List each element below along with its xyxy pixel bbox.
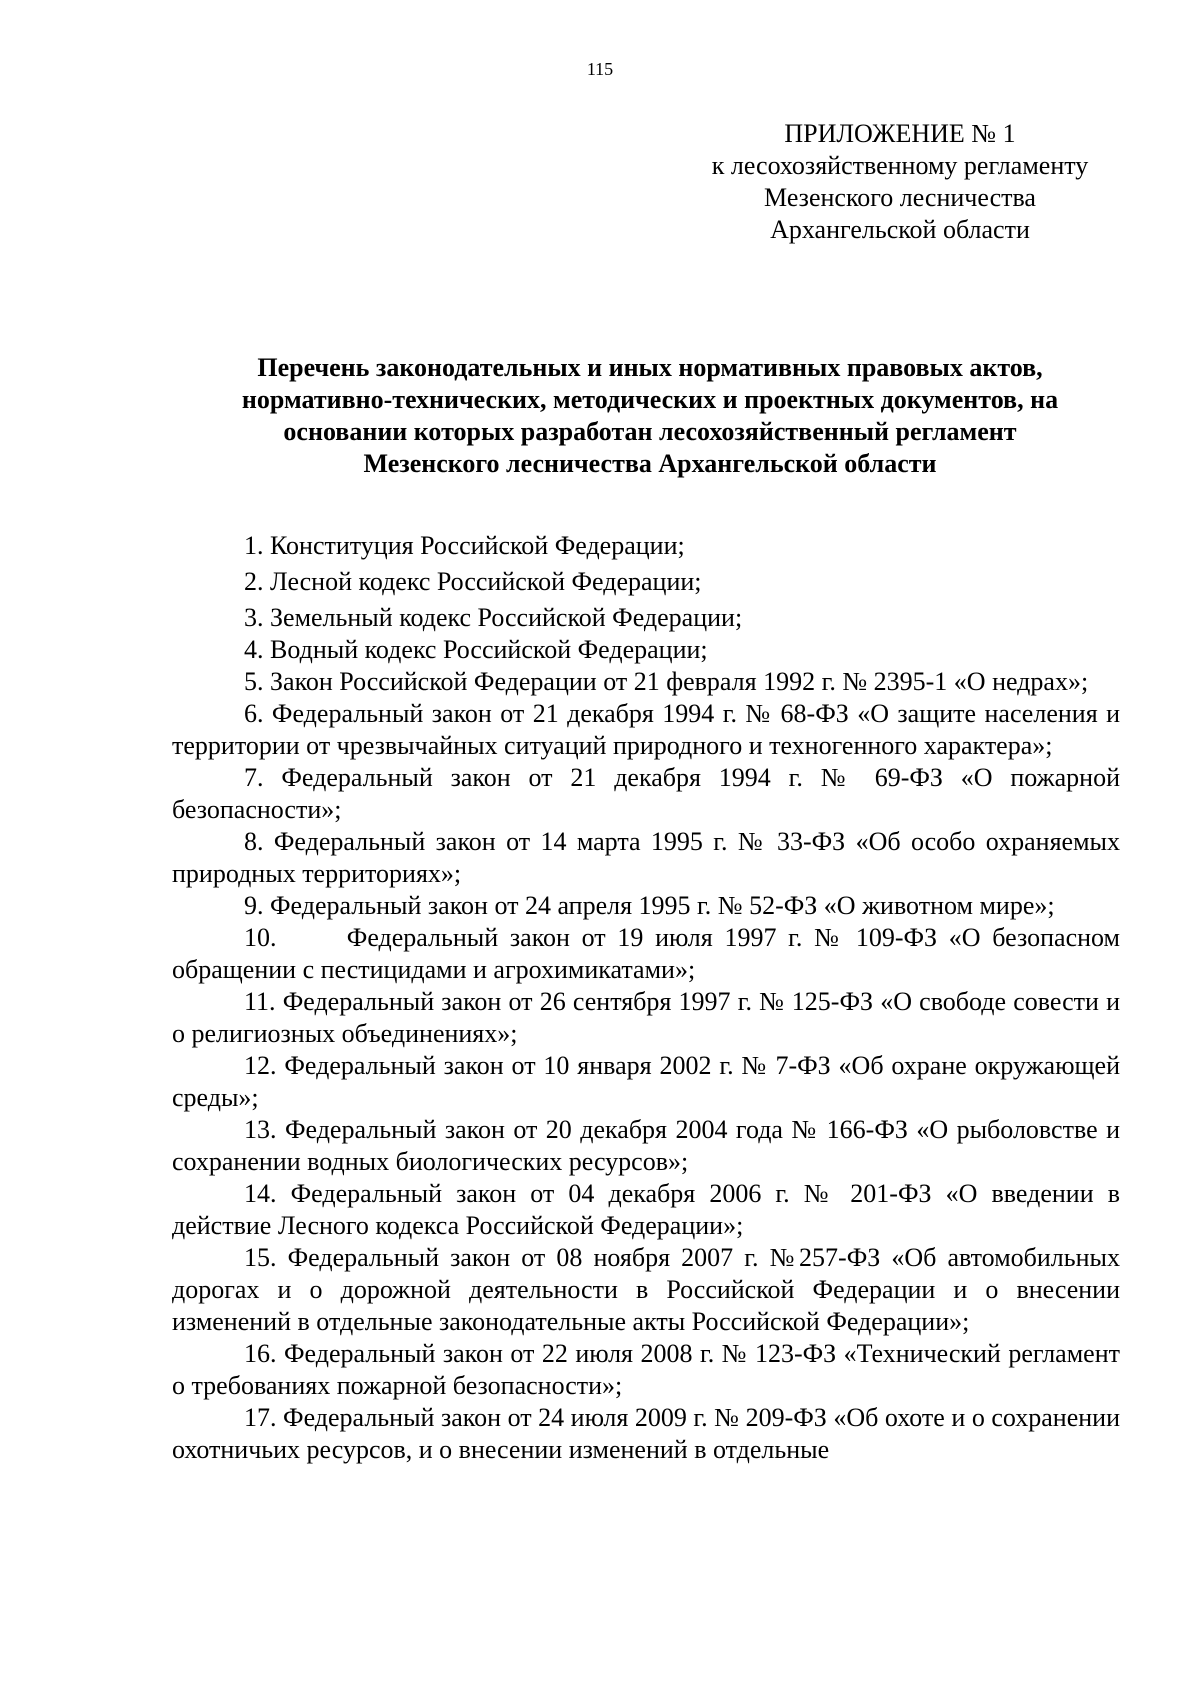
title-line: Перечень законодательных и иных нормативных правовых актов, <box>257 353 1043 382</box>
document-title <box>160 352 1140 480</box>
title-line: Мезенского лесничества Архангельской области <box>363 449 937 478</box>
list-item: 6. Федеральный закон от 21 декабря 1994 г. № 68-ФЗ «О защите населения и территории от чрезвычайных ситуаций природного и техногенного характера»; <box>172 699 1120 760</box>
appendix-header <box>650 118 1150 246</box>
list-item: 16. Федеральный закон от 22 июля 2008 г. № 123-ФЗ «Технический регламент о требованиях пожарной безопасности»; <box>172 1339 1120 1400</box>
list-item: 2. Лесной кодекс Российской Федерации; <box>244 567 702 596</box>
list-item: 7. Федеральный закон от 21 декабря 1994 г. № 69-ФЗ «О пожарной безопасности»; <box>172 763 1120 824</box>
legal-acts-list <box>172 530 1127 1466</box>
title-line: основании которых разработан лесохозяйственный регламент <box>283 417 1017 446</box>
list-item: 15. Федеральный закон от 08 ноября 2007 г. №257-ФЗ «Об автомобильных дорогах и о дорожной деятельности в Российской Федерации и о внесении изменений в отдельные законодательные акты Российской Федерации»; <box>172 1243 1120 1336</box>
list-item: 3. Земельный кодекс Российской Федерации; <box>244 603 743 632</box>
list-item: 17. Федеральный закон от 24 июля 2009 г. № 209-ФЗ «Об охоте и о сохранении охотничьих ресурсов, и о внесении изменений в отдельные <box>172 1403 1120 1464</box>
appendix-line: Мезенского лесничества <box>764 183 1036 212</box>
list-item: 5. Закон Российской Федерации от 21 февраля 1992 г. № 2395-1 «О недрах»; <box>244 667 1089 696</box>
title-line: нормативно-технических, методических и проектных документов, на <box>241 385 1059 414</box>
appendix-title: ПРИЛОЖЕНИЕ № 1 <box>784 119 1016 148</box>
list-item: 12. Федеральный закон от 10 января 2002 г. № 7-ФЗ «Об охране окружающей среды»; <box>172 1051 1120 1112</box>
page-number: 115 <box>586 59 614 79</box>
list-item: 8. Федеральный закон от 14 марта 1995 г. № 33-ФЗ «Об особо охраняемых природных территориях»; <box>172 827 1120 888</box>
appendix-line: к лесохозяйственному регламенту <box>711 151 1089 180</box>
list-item: 1. Конституция Российской Федерации; <box>244 531 685 560</box>
list-item: 11. Федеральный закон от 26 сентября 1997 г. № 125-ФЗ «О свободе совести и о религиозных объединениях»; <box>172 987 1120 1048</box>
appendix-line: Архангельской области <box>770 215 1030 244</box>
list-item: 10. Федеральный закон от 19 июля 1997 г. № 109-ФЗ «О безопасном обращении с пестицидами и агрохимикатами»; <box>172 923 1127 984</box>
list-item: 13. Федеральный закон от 20 декабря 2004 года № 166-ФЗ «О рыболовстве и сохранении водных биологических ресурсов»; <box>172 1115 1120 1176</box>
list-item: 4. Водный кодекс Российской Федерации; <box>244 635 708 664</box>
list-item: 14. Федеральный закон от 04 декабря 2006 г. № 201-ФЗ «О введении в действие Лесного кодекса Российской Федерации»; <box>172 1179 1120 1240</box>
list-item: 9. Федеральный закон от 24 апреля 1995 г. № 52-ФЗ «О животном мире»; <box>244 891 1055 920</box>
